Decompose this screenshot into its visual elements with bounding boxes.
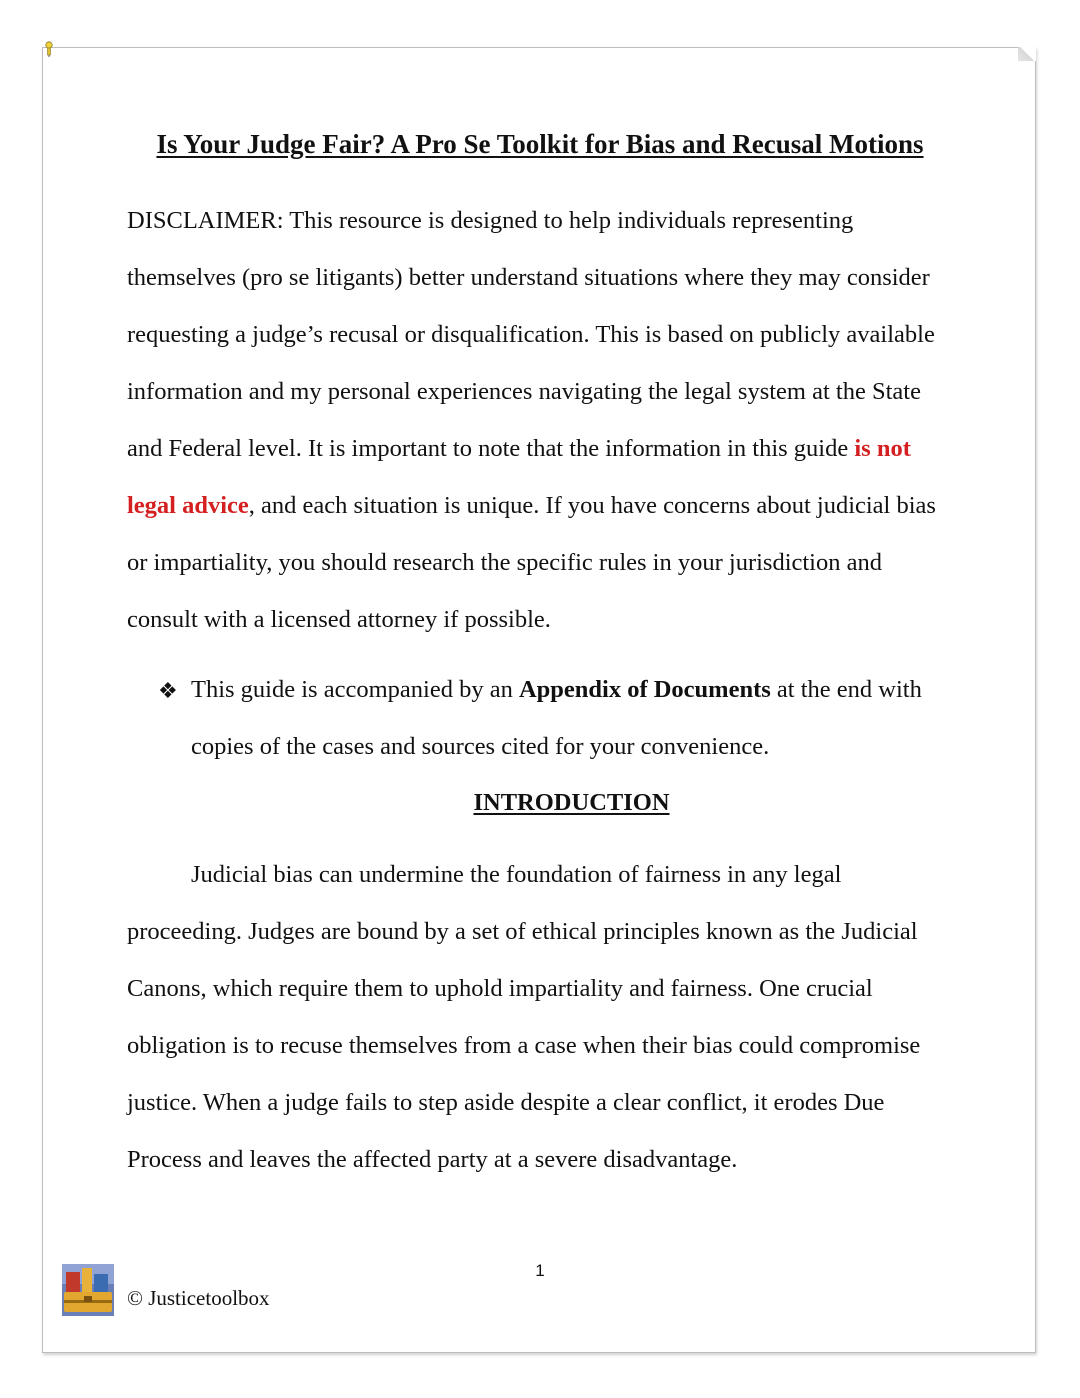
intro-line-4: obligation is to recuse themselves from a case when their bias could compromise (127, 1032, 921, 1059)
not-legal-advice-highlight-2: legal advice (127, 492, 249, 519)
four-diamond-bullet-icon: ❖ (158, 679, 178, 704)
footer-copyright: © Justicetoolbox (127, 1286, 270, 1310)
disclaimer-line-7: or impartiality, you should research the specific rules in your jurisdiction and (127, 549, 882, 576)
page-number: 1 (535, 1261, 545, 1280)
document-title: Is Your Judge Fair? A Pro Se Toolkit for Bias and Recusal Motions (156, 129, 924, 159)
disclaimer-line-2: themselves (pro se litigants) better understand situations where they may consider (127, 264, 930, 291)
intro-line-6: Process and leaves the affected party at a severe disadvantage. (127, 1146, 738, 1173)
disclaimer-line-4: information and my personal experiences navigating the legal system at the State (127, 378, 921, 405)
bullet-line-1-suffix: at the end with (770, 676, 922, 703)
disclaimer-line-5 (127, 433, 911, 465)
intro-line-1: Judicial bias can undermine the foundation of fairness in any legal (191, 861, 842, 888)
appendix-of-documents-bold: Appendix of Documents (518, 676, 771, 703)
disclaimer-line-5-text: and Federal level. It is important to note that the information in this guide (127, 435, 855, 462)
bullet-line-2: copies of the cases and sources cited for your convenience. (191, 733, 770, 760)
annotation-pin-icon[interactable] (44, 41, 54, 57)
justicetoolbox-logo (62, 1264, 114, 1316)
disclaimer-line-6 (127, 490, 936, 522)
not-legal-advice-highlight-1: is not (854, 435, 911, 462)
bullet-line-1 (191, 674, 922, 706)
intro-line-3: Canons, which require them to uphold impartiality and fairness. One crucial (127, 975, 873, 1002)
intro-line-2: proceeding. Judges are bound by a set of ethical principles known as the Judicial (127, 918, 918, 945)
introduction-heading: INTRODUCTION (473, 789, 670, 816)
disclaimer-line-1: DISCLAIMER: This resource is designed to help individuals representing (127, 207, 854, 234)
disclaimer-line-8: consult with a licensed attorney if possible. (127, 606, 551, 633)
intro-line-5: justice. When a judge fails to step aside despite a clear conflict, it erodes Due (127, 1089, 885, 1116)
bullet-line-1-prefix: This guide is accompanied by an (191, 676, 519, 703)
disclaimer-line-6-text: , and each situation is unique. If you have concerns about judicial bias (248, 492, 936, 519)
page-corner-fold (1018, 47, 1036, 61)
disclaimer-line-3: requesting a judge’s recusal or disqualification. This is based on publicly available (127, 321, 935, 348)
